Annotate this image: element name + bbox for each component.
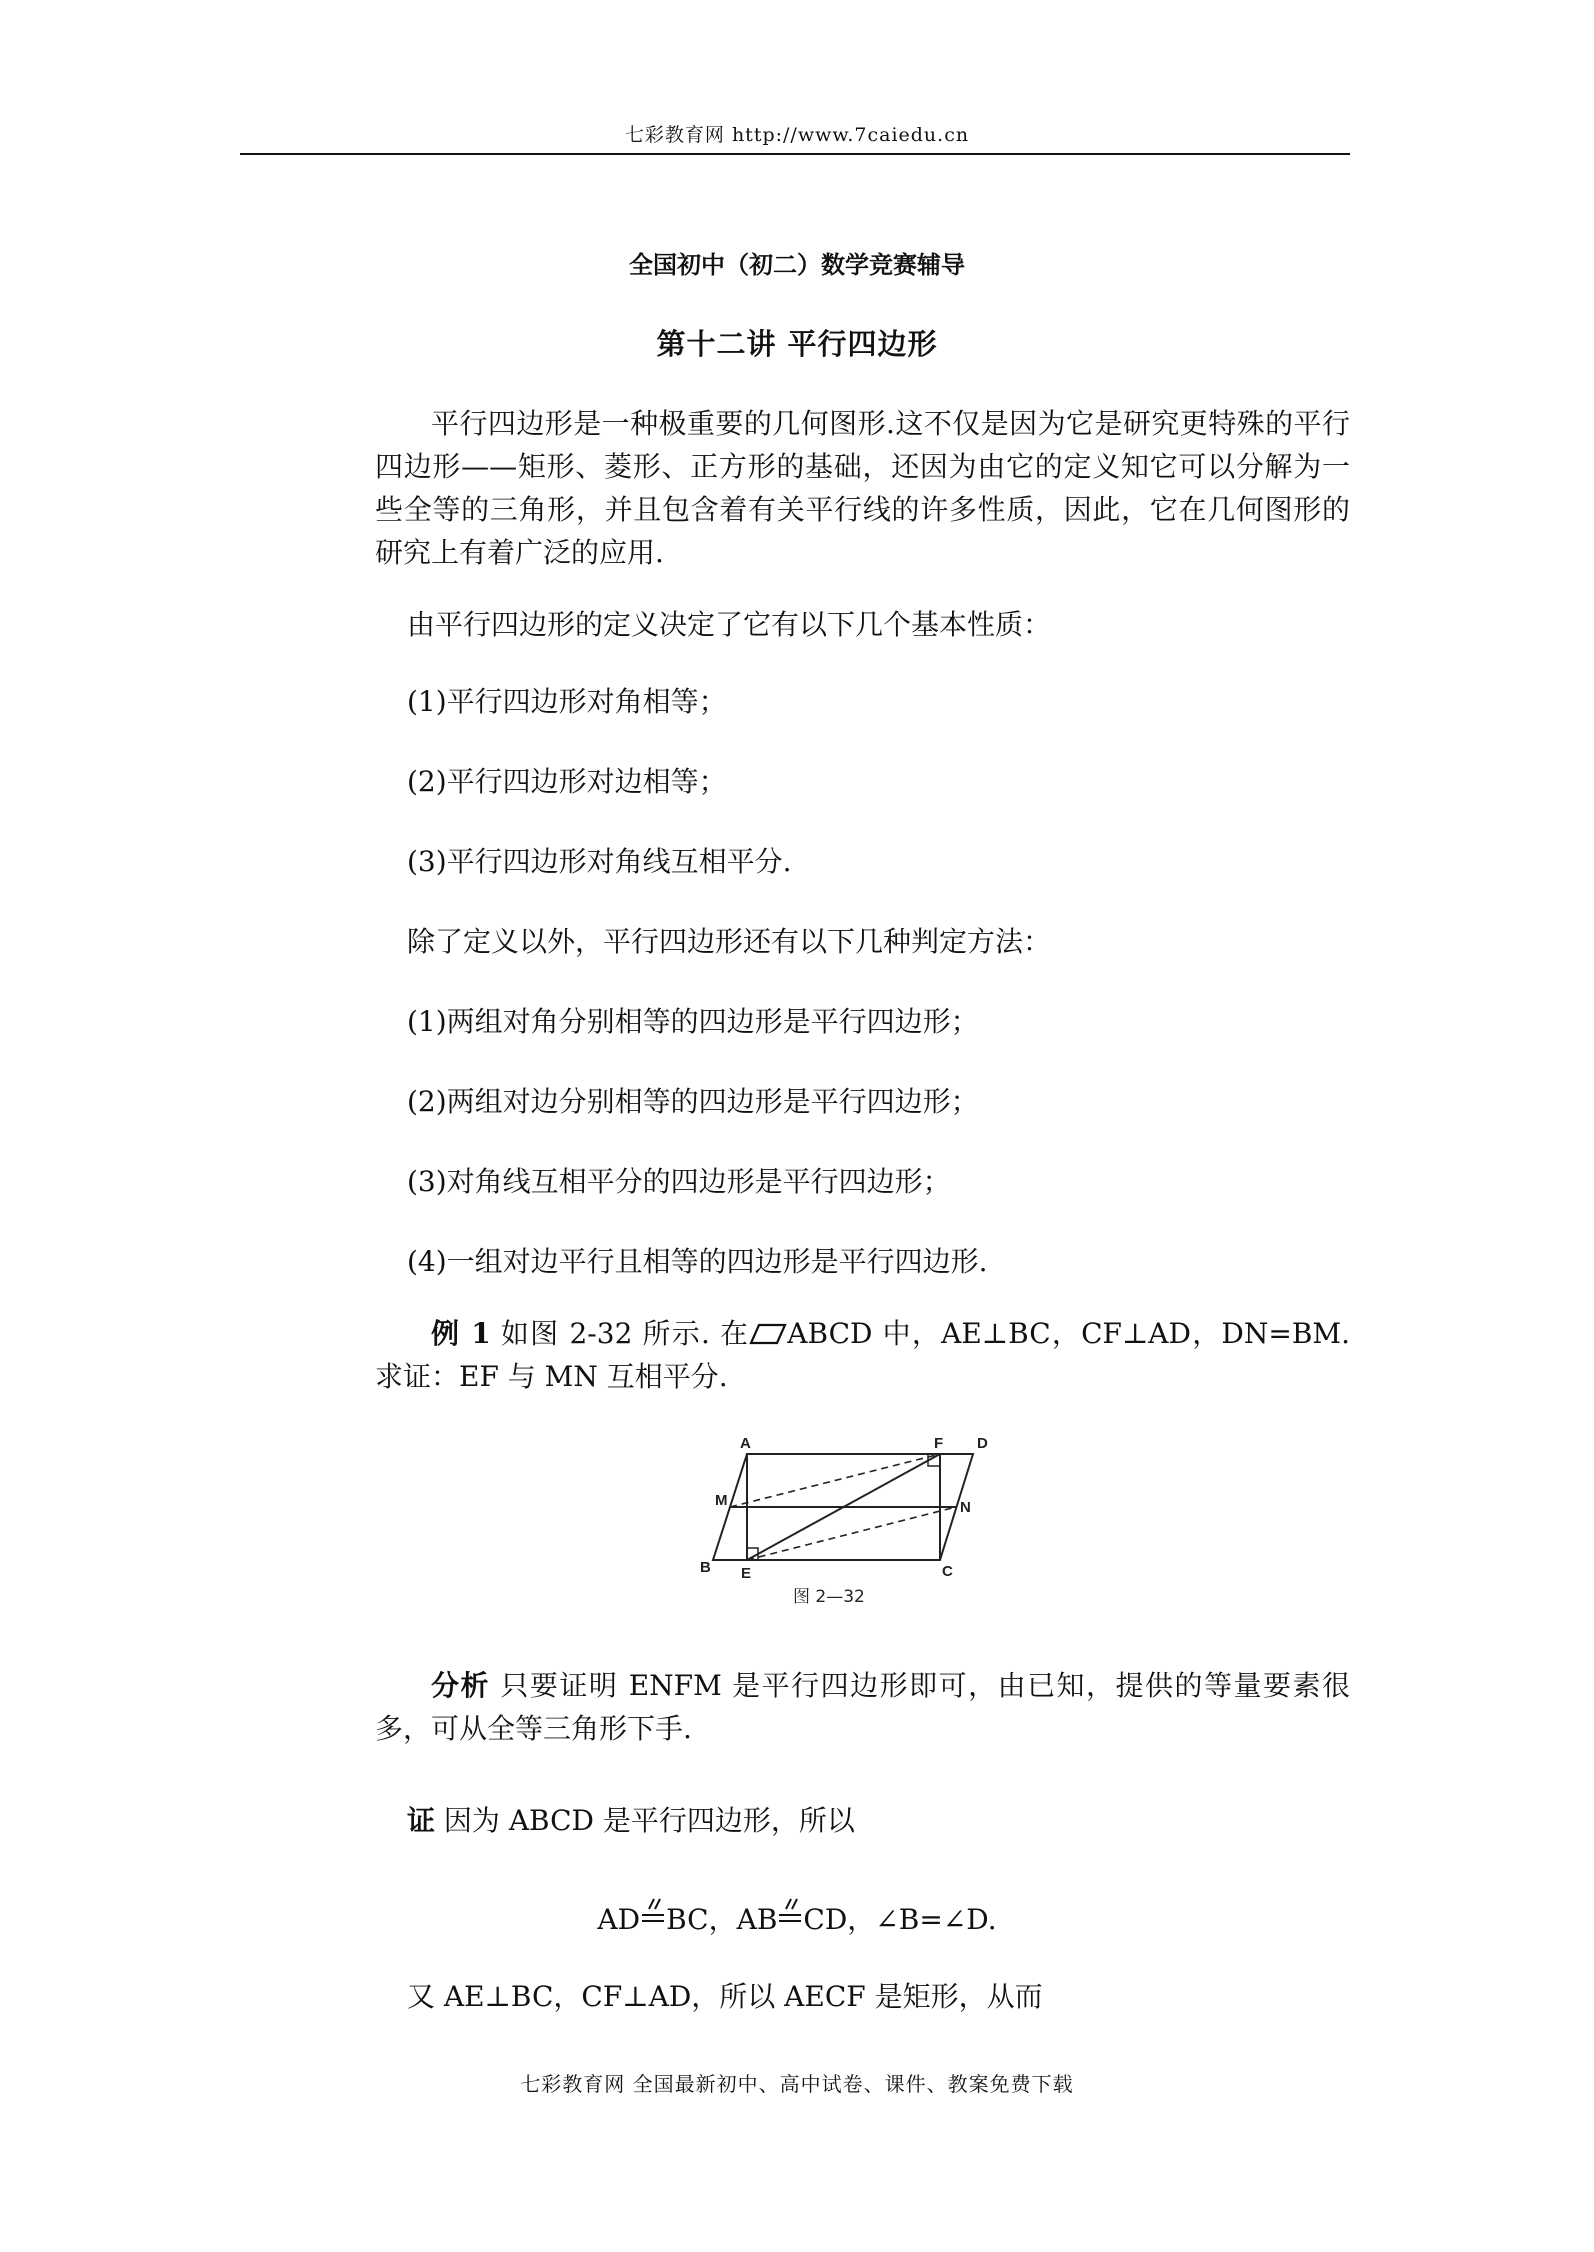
example-1 <box>375 1312 1350 1398</box>
formula-part-2: BC，AB <box>666 1903 778 1936</box>
label-m: M <box>715 1492 728 1509</box>
formula-part-1: AD <box>597 1903 641 1936</box>
criteria-item: (1)两组对角分别相等的四边形是平行四边形； <box>407 1005 979 1038</box>
property-item: (1)平行四边形对角相等； <box>407 685 727 718</box>
property-item: (2)平行四边形对边相等； <box>407 765 727 798</box>
properties-intro: 由平行四边形的定义决定了它有以下几个基本性质： <box>407 608 1052 641</box>
intro-paragraph: 平行四边形是一种极重要的几何图形.这不仅是因为它是研究更特殊的平行四边形——矩形、菱形、正方形的基础，还因为由它的定义知它可以分解为一些全等的三角形，并且包含着有关平行线的许多性质，因此，它在几何图形的研究上有着广泛的应用. <box>375 407 1350 569</box>
page-footer: 七彩教育网 全国最新初中、高中试卷、课件、教案免费下载 <box>520 2072 1074 2096</box>
final-line: 又 AE⊥BC，CF⊥AD，所以 AECF 是矩形，从而 <box>407 1980 1043 2013</box>
criteria-item: (3)对角线互相平分的四边形是平行四边形； <box>407 1165 951 1198</box>
figure-caption: 图 2—32 <box>793 1587 865 1607</box>
label-d: D <box>977 1435 988 1452</box>
analysis-text: 只要证明 ENFM 是平行四边形即可，由已知，提供的等量要素很多，可从全等三角形下手. <box>375 1669 1350 1745</box>
parallelogram-symbol-icon <box>749 1323 787 1345</box>
label-b: B <box>700 1559 711 1576</box>
proof-label: 证 <box>407 1804 436 1837</box>
lecture-title: 第十二讲 平行四边形 <box>656 327 938 361</box>
analysis-label: 分析 <box>431 1669 490 1702</box>
page-header: 七彩教育网 http://www.7caiedu.cn <box>624 124 970 146</box>
example-text-after: ABCD 中，AE⊥BC，CF⊥AD，DN=BM. 求证：EF 与 MN 互相平分. <box>375 1317 1350 1393</box>
label-n: N <box>960 1499 971 1516</box>
analysis-paragraph <box>375 1664 1350 1750</box>
label-a: A <box>740 1435 751 1452</box>
document-title: 全国初中（初二）数学竞赛辅导 <box>629 250 965 279</box>
parallel-equal-icon <box>640 1903 666 1931</box>
header-divider <box>240 153 1350 155</box>
label-f: F <box>934 1435 944 1452</box>
example-label: 例 1 <box>431 1317 491 1350</box>
segment-mf <box>730 1454 940 1507</box>
label-c: C <box>942 1563 953 1580</box>
segment-en <box>747 1507 956 1560</box>
formula-part-3: CD，∠B=∠D. <box>803 1903 997 1936</box>
formula-line <box>0 1898 1594 1938</box>
criteria-item: (4)一组对边平行且相等的四边形是平行四边形. <box>407 1245 988 1278</box>
figure-2-32 <box>688 1432 1008 1612</box>
proof-line <box>407 1799 855 1839</box>
label-e: E <box>741 1565 752 1582</box>
proof-text: 因为 ABCD 是平行四边形，所以 <box>435 1804 855 1837</box>
parallel-equal-icon <box>777 1903 803 1931</box>
criteria-intro: 除了定义以外，平行四边形还有以下几种判定方法： <box>407 925 1052 958</box>
criteria-item: (2)两组对边分别相等的四边形是平行四边形； <box>407 1085 979 1118</box>
property-item: (3)平行四边形对角线互相平分. <box>407 845 792 878</box>
example-text-before: 如图 2-32 所示. 在 <box>490 1317 750 1350</box>
